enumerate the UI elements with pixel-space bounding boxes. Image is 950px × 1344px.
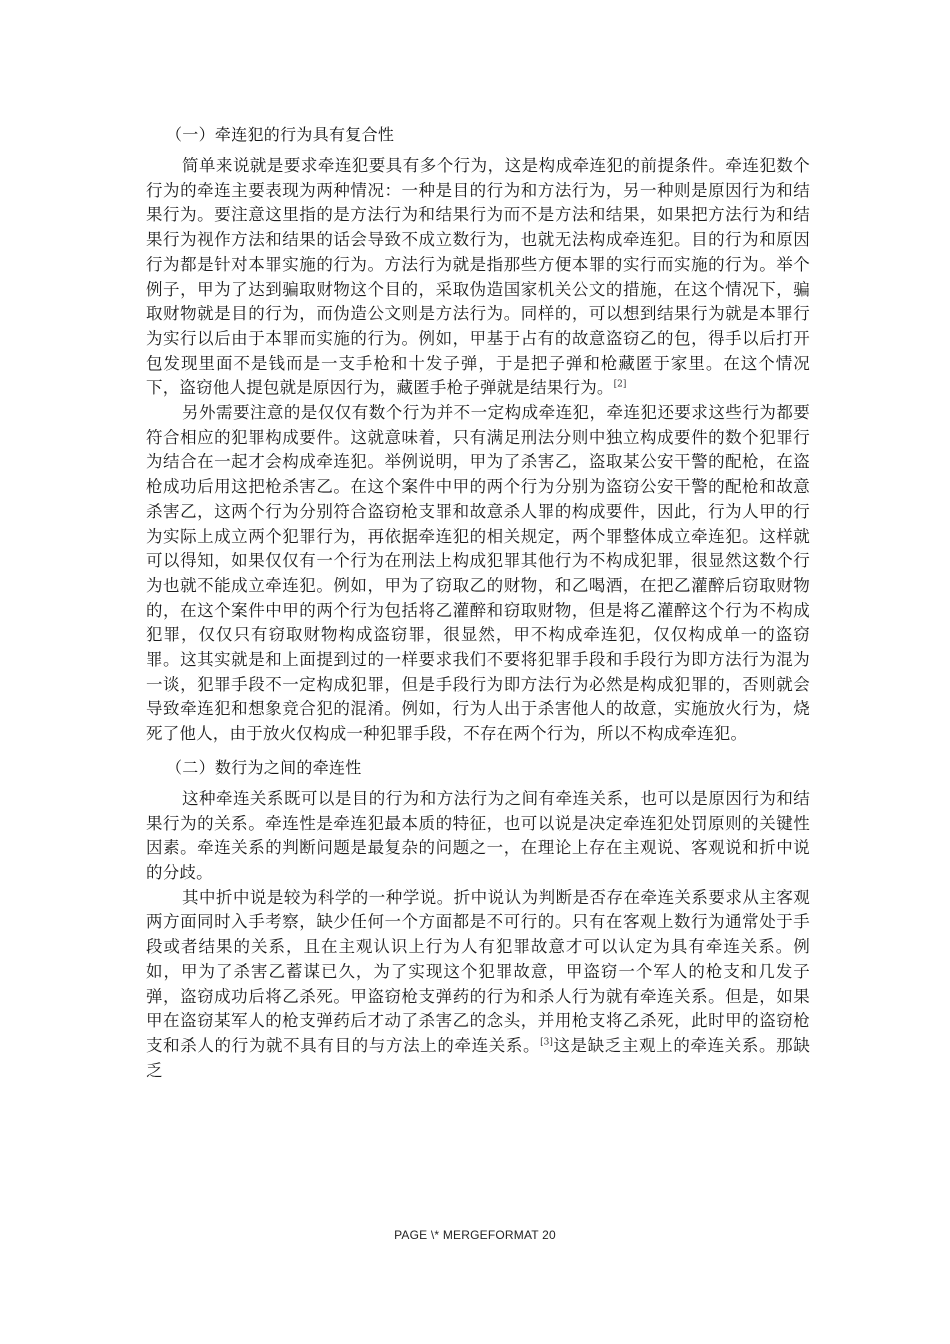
paragraph-1-text: 简单来说就是要求牵连犯要具有多个行为，这是构成牵连犯的前提条件。牵连犯数个行为的牵连主要表现为两种情况：一种是目的行为和方法行为，另一种则是原因行为和结果行为。要注意这里指的是方法行为和结果行为而不是方法和结果，如果把方法行为和结果行为视作方法和结果的话会导致不成立数行为，也就无法构成牵连犯。目的行为和原因行为都是针对本罪实施的行为。方法行为就是指那些方便本罪的实行而实施的行为。举个例子，甲为了达到骗取财物这个目的，采取伪造国家机关公文的措施，在这个情况下，骗取财物就是目的行为，而伪造公文则是方法行为。同样的，可以想到结果行为就是本罪行为实行以后由于本罪而实施的行为。例如，甲基于占有的故意盗窃乙的包，得手以后打开包发现里面不是钱而是一支手枪和十发子弹，于是把子弹和枪藏匿于家里。在这个情况下，盗窃他人提包就是原因行为，藏匿手枪子弹就是结果行为。 xyxy=(146,156,810,398)
document-body xyxy=(146,122,810,1083)
section-heading-1: （一）牵连犯的行为具有复合性 xyxy=(166,125,395,144)
citation-ref-2: [2] xyxy=(613,379,627,390)
citation-ref-3: [3] xyxy=(540,1037,553,1048)
paragraph-1 xyxy=(146,154,810,401)
paragraph-3: 这种牵连关系既可以是目的行为和方法行为之间有牵连关系，也可以是原因行为和结果行为的关系。牵连性是牵连犯最本质的特征，也可以说是决定牵连犯处罚原则的关键性因素。牵连关系的判断问题是最复杂的问题之一，在理论上存在主观说、客观说和折中说的分歧。 xyxy=(146,788,810,882)
paragraph-4-text-a: 其中折中说是较为科学的一种学说。折中说认为判断是否存在牵连关系要求从主客观两方面同时入手考察，缺少任何一个方面都是不可行的。只有在客观上数行为通常处于手段或者结果的关系，且在主观认识上行为人有犯罪故意才可以认定为具有牵连关系。例如，甲为了杀害乙蓄谋已久，为了实现这个犯罪故意，甲盗窃一个军人的枪支和几发子弹，盗窃成功后将乙杀死。甲盗窃枪支弹药的行为和杀人行为就有牵连关系。但是，如果甲在盗窃某军人的枪支弹药后才动了杀害乙的念头，并用枪支将乙杀死，此时甲的盗窃枪支和杀人的行为就不具有目的与方法上的牵连关系。 xyxy=(146,887,810,1055)
paragraph-4-text-b: 这是缺乏主观上的牵连关系。那缺乏 xyxy=(146,1035,810,1080)
paragraph-4 xyxy=(146,886,810,1084)
page-footer: PAGE \* MERGEFORMAT 20 xyxy=(394,1228,556,1242)
paragraph-2: 另外需要注意的是仅仅有数个行为并不一定构成牵连犯，牵连犯还要求这些行为都要符合相应的犯罪构成要件。这就意味着，只有满足刑法分则中独立构成要件的数个犯罪行为结合在一起才会构成牵连犯。举例说明，甲为了杀害乙，盗取某公安干警的配枪，在盗枪成功后用这把枪杀害乙。在这个案件中甲的两个行为分别为盗窃公安干警的配枪和故意杀害乙，这两个行为分别符合盗窃枪支罪和故意杀人罪的构成要件，因此，行为人甲的行为实际上成立两个犯罪行为，再依据牵连犯的相关规定，两个罪整体成立牵连犯。这样就可以得知，如果仅仅有一个行为在刑法上构成犯罪其他行为不构成犯罪，很显然这数个行为也就不能成立牵连犯。例如，甲为了窃取乙的财物，和乙喝酒，在把乙灌醉后窃取财物的，在这个案件中甲的两个行为包括将乙灌醉和窃取财物，但是将乙灌醉这个行为不构成犯罪，仅仅只有窃取财物构成盗窃罪，很显然，甲不构成牵连犯，仅仅构成单一的盗窃罪。这其实就是和上面提到过的一样要求我们不要将犯罪手段和手段行为即方法行为混为一谈，犯罪手段不一定构成犯罪，但是手段行为即方法行为必然是构成犯罪的，否则就会导致牵连犯和想象竞合犯的混淆。例如，行为人出于杀害他人的故意，实施放火行为，烧死了他人，由于放火仅构成一种犯罪手段，不存在两个行为，所以不构成牵连犯。 xyxy=(146,403,810,744)
section-heading-2: （二）数行为之间的牵连性 xyxy=(166,757,362,777)
